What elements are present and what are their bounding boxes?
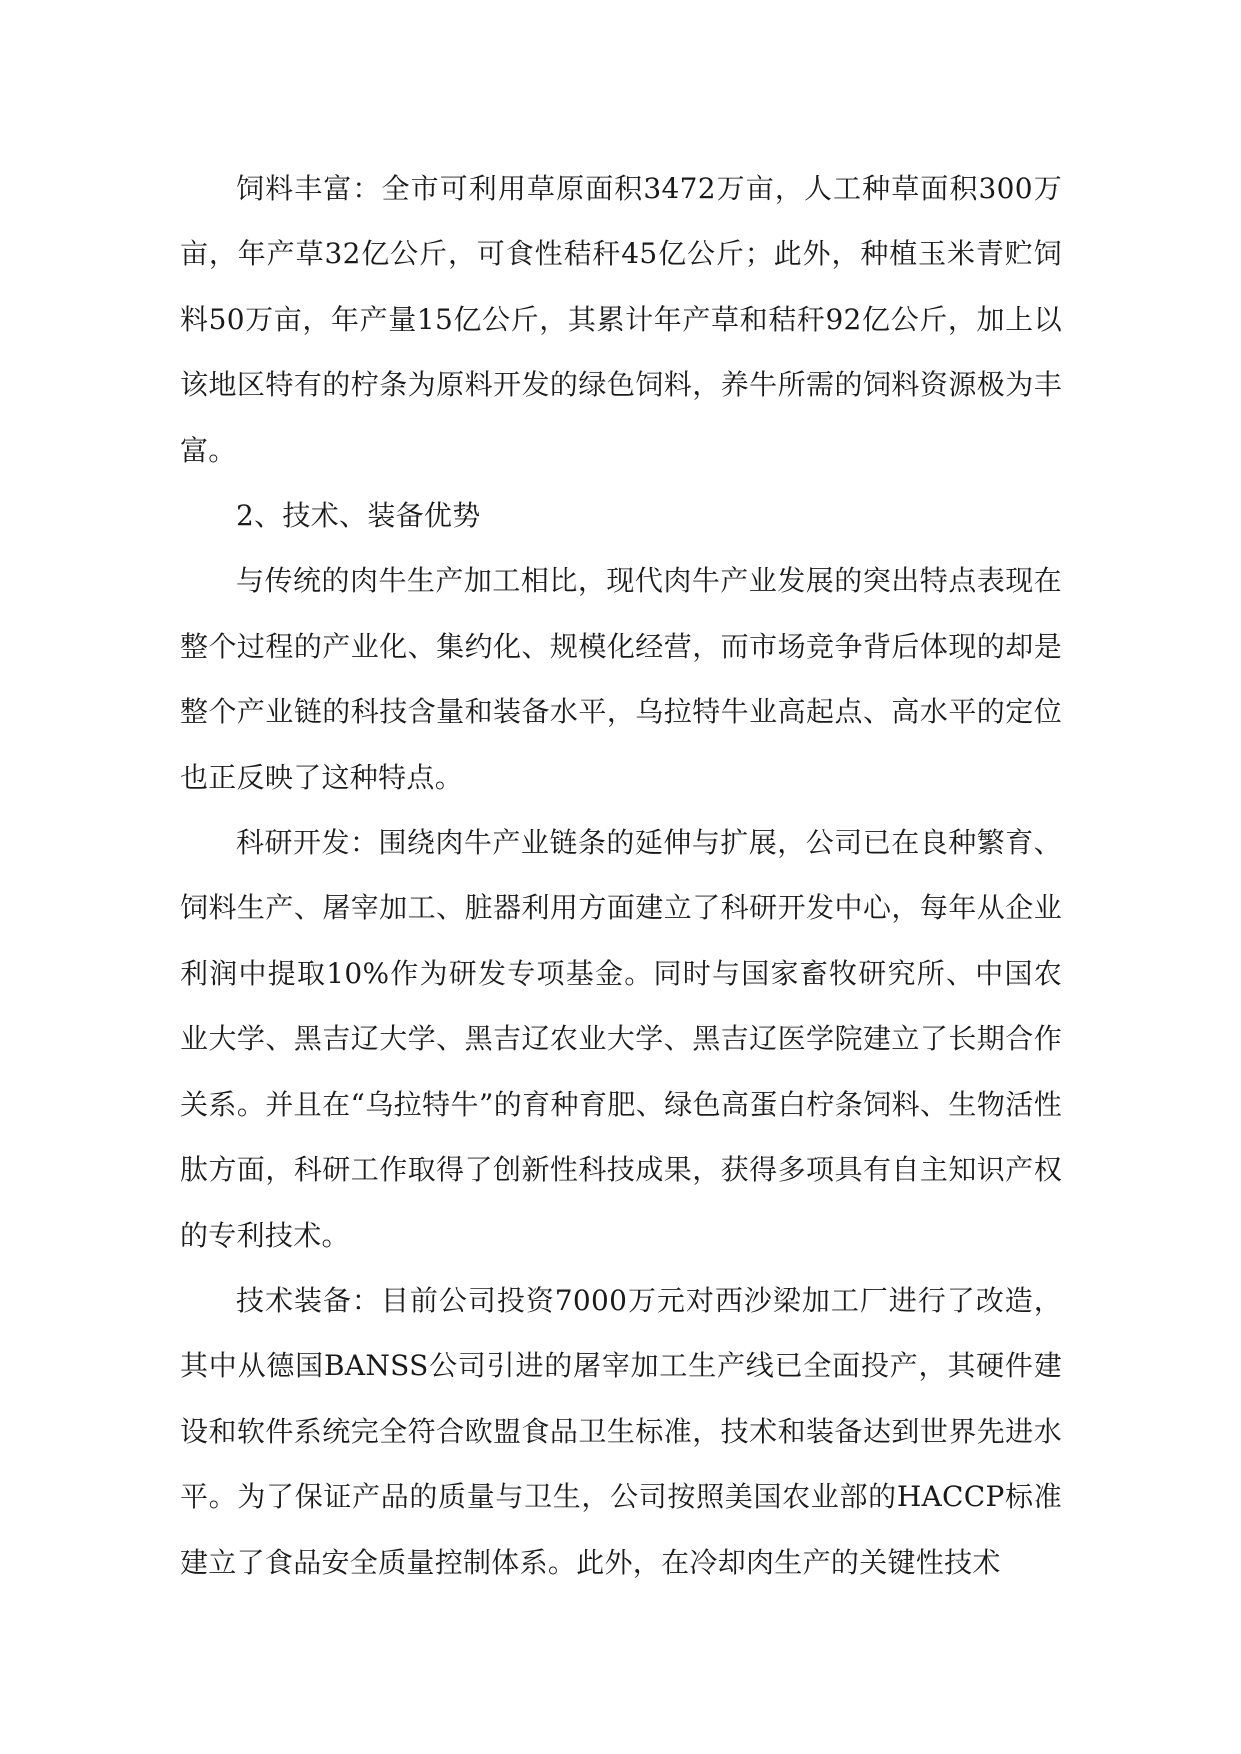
document-body	[180, 156, 1062, 1595]
paragraph-feed-resources: 饲料丰富：全市可利用草原面积3472万亩，人工种草面积300万亩，年产草32亿公斤，可食性秸秆45亿公斤；此外，种植玉米青贮饲料50万亩，年产量15亿公斤，其累计年产草和秸秆92亿公斤，加上以该地区特有的柠条为原料开发的绿色饲料，养牛所需的饲料资源极为丰富。	[180, 172, 1062, 467]
paragraph-research-development: 科研开发：围绕肉牛产业链条的延伸与扩展，公司已在良种繁育、饲料生产、屠宰加工、脏器利用方面建立了科研开发中心，每年从企业利润中提取10%作为研发专项基金。同时与国家畜牧研究所、中国农业大学、黑吉辽大学、黑吉辽农业大学、黑吉辽医学院建立了长期合作关系。并且在“乌拉特牛”的育种育肥、绿色高蛋白柠条饲料、生物活性肽方面，科研工作取得了创新性科技成果，获得多项具有自主知识产权的专利技术。	[180, 826, 1062, 1252]
paragraph-industry-comparison: 与传统的肉牛生产加工相比，现代肉牛产业发展的突出特点表现在整个过程的产业化、集约化、规模化经营，而市场竞争背后体现的却是整个产业链的科技含量和装备水平，乌拉特牛业高起点、高水平的定位也正反映了这种特点。	[180, 564, 1062, 794]
paragraph-technical-equipment: 技术装备：目前公司投资7000万元对西沙梁加工厂进行了改造，其中从德国BANSS公司引进的屠宰加工生产线已全面投产，其硬件建设和软件系统完全符合欧盟食品卫生标准，技术和装备达到世界先进水平。为了保证产品的质量与卫生，公司按照美国农业部的HACCP标准建立了食品安全质量控制体系。此外，在冷却肉生产的关键性技术	[180, 1283, 1062, 1579]
section-heading-tech-equipment: 2、技术、装备优势	[236, 499, 481, 533]
